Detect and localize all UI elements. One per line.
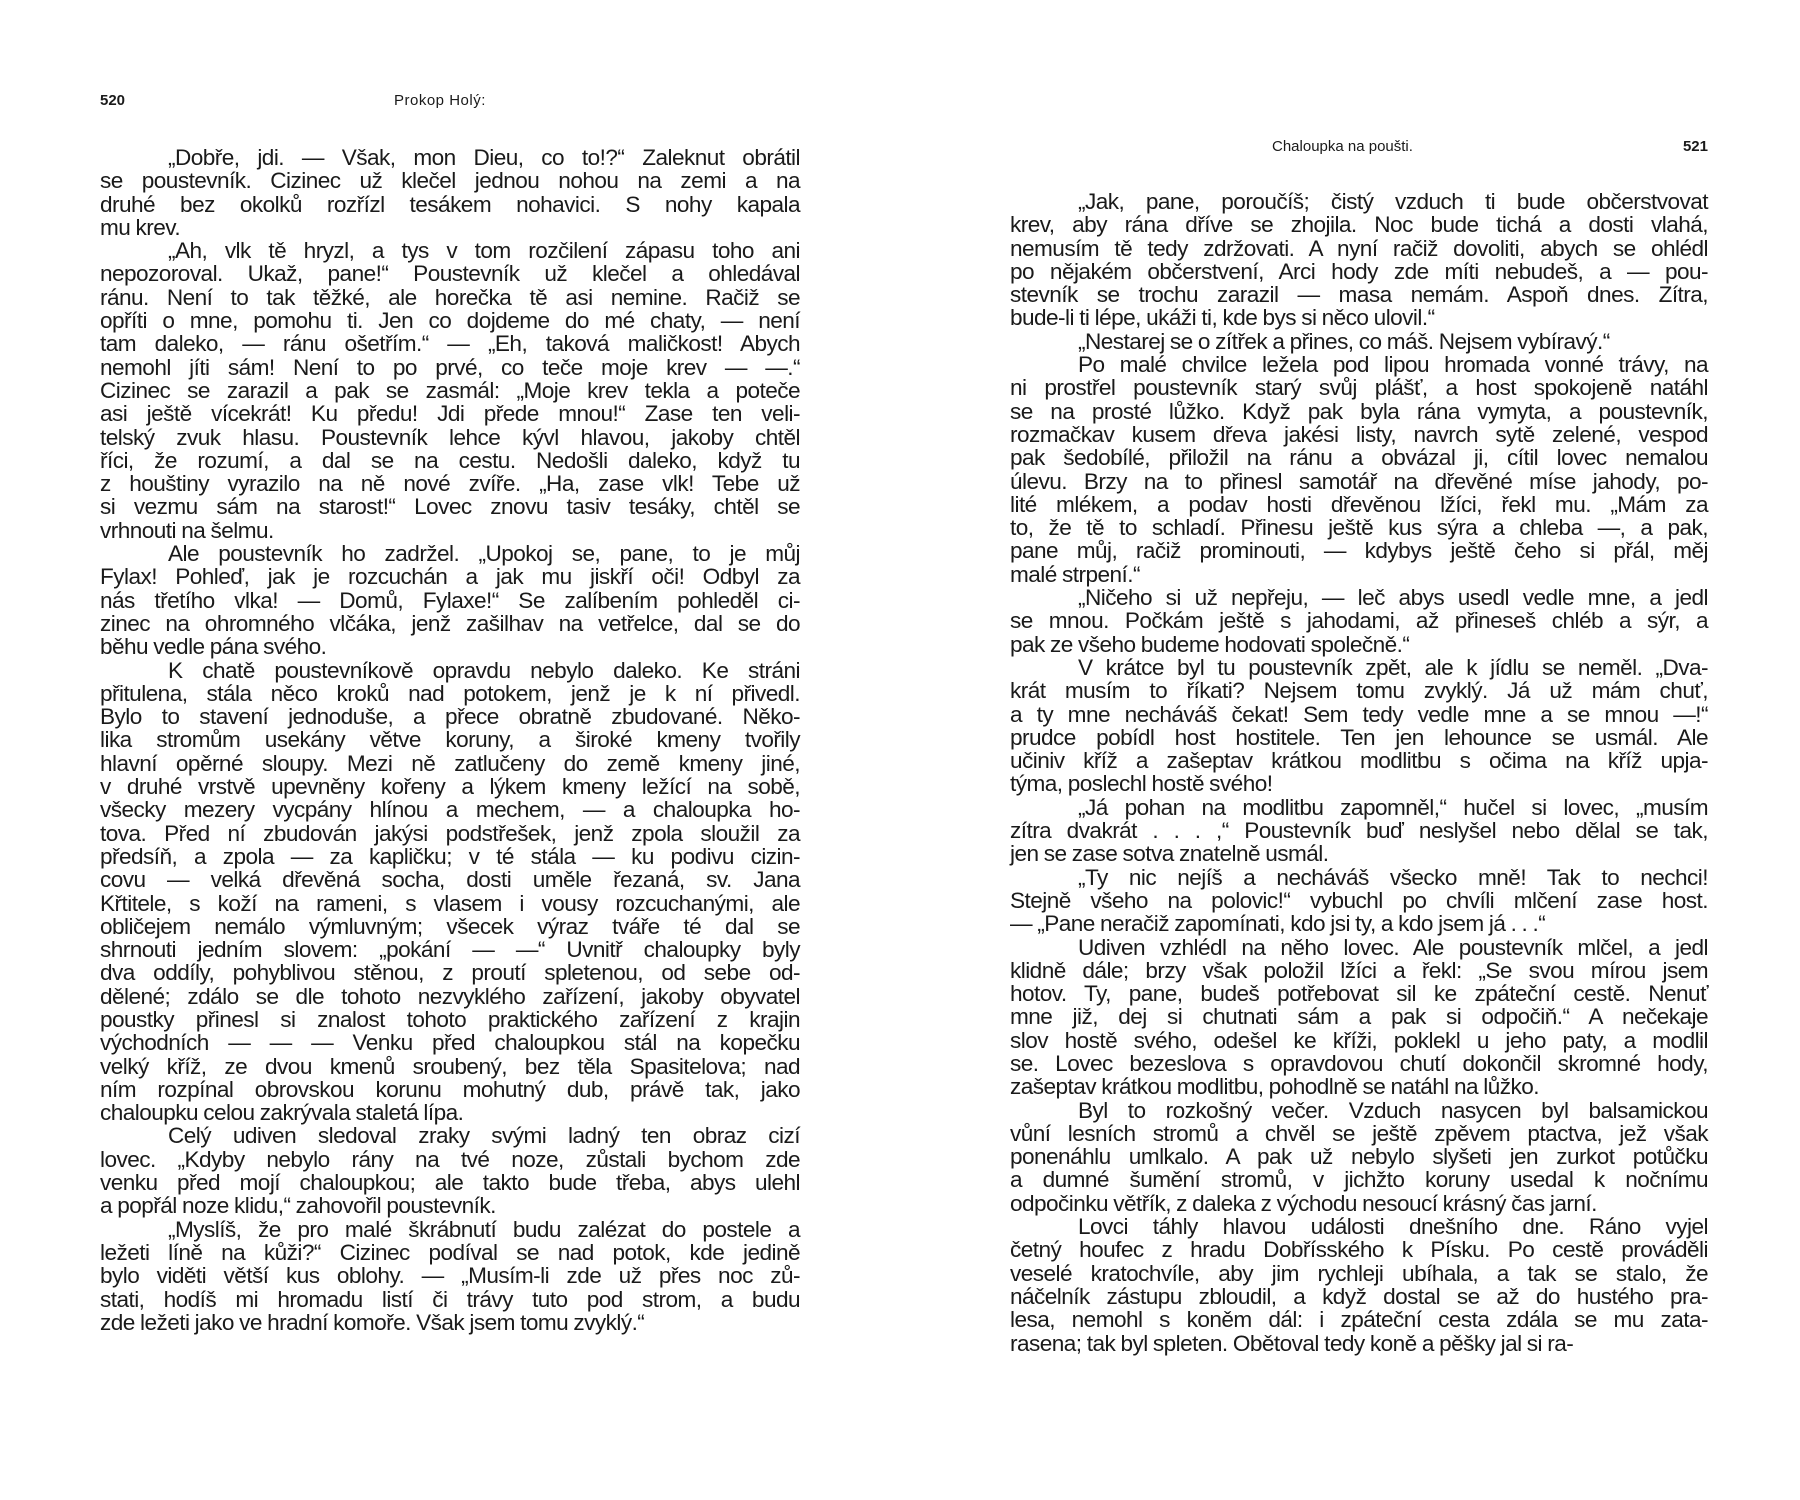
text-line: vůní lesních stromů a chvěl se ještě zpěvem ptactva, jež však — [1010, 1120, 1708, 1146]
paragraph — [1010, 656, 1708, 796]
text-line: týma, poslechl hostě svého! — [1010, 771, 1273, 797]
text-line: Ale poustevník ho zadržel. „Upokoj se, pane, to je můj — [168, 541, 800, 567]
text-line: ponenáhlu umlkalo. A pak už nebylo slyšeti jen zurkot potůčku — [1010, 1144, 1708, 1170]
paragraph — [1010, 1099, 1708, 1215]
text-line: obličejem nemálo výmluvným; všecek výraz tváře té dal se — [100, 913, 800, 939]
text-line: Udiven vzhlédl na něho lovec. Ale poustevník mlčel, a jedl — [1078, 934, 1708, 960]
text-line: odpočinku větřík, z daleka z východu nesoucí krásný čas jarní. — [1010, 1190, 1597, 1216]
text-line: krát musím to říkati? Nejsem tomu zvyklý. Já už mám chuť, — [1010, 678, 1708, 704]
text-line: bylo viděti větší kus oblohy. — „Musím-li zde už přes noc zů- — [100, 1263, 800, 1289]
text-line: učiniv kříž a zašeptav krátkou modlitbu s očima na kříž upja- — [1010, 748, 1708, 774]
text-line: východních — — — Venku před chaloupkou stál na kopečku — [100, 1030, 800, 1056]
text-line: V krátce byl tu poustevník zpět, ale k jídlu se neměl. „Dva- — [1078, 654, 1708, 680]
text-line: úlevu. Brzy na to přinesl samotář na dřevěné míse jahody, po- — [1010, 468, 1708, 494]
text-line: dělené; zdálo se dle tohoto nezvyklého zařízení, jakoby obyvatel — [100, 983, 800, 1009]
text-line: a ty mne necháváš čekat! Sem tedy vedle mne a se mnou —!“ — [1010, 701, 1708, 727]
text-line: hlavní opěrné sloupy. Mezi ně zatlučeny do země kmeny jiné, — [100, 750, 800, 776]
text-line: vrhnouti na šelmu. — [100, 517, 274, 543]
text-line: Lovci táhly hlavou události dnešního dne. Ráno vyjel — [1078, 1214, 1708, 1240]
text-line: hotov. Ty, pane, budeš potřebovat sil ke zpáteční cestě. Nenuť — [1010, 981, 1708, 1007]
text-line: všecky mezery vycpány hlínou a mechem, — a chaloupka ho- — [100, 797, 800, 823]
left-page — [100, 0, 800, 1500]
text-line: ni prostřel poustevník starý svůj plášť, a host spokojeně natáhl — [1010, 375, 1708, 401]
text-line: — „Pane neračiž zapomínati, kdo jsi ty, a kdo jsem já . . .“ — [1010, 911, 1546, 937]
text-line: rasena; tak byl spleten. Obětoval tedy koně a pěšky jal si ra- — [1010, 1330, 1574, 1356]
paragraph — [1010, 796, 1708, 866]
text-line: běhu vedle pána svého. — [100, 634, 327, 660]
text-line: se na prosté lůžko. Když pak byla rána vymyta, a poustevník, — [1010, 398, 1708, 424]
text-line: lité mlékem, a podav hosti dřevěnou lžíci, řekl mu. „Mám za — [1010, 491, 1708, 517]
left-running-head — [100, 92, 800, 112]
text-line: Bylo to stavení jednoduše, a přece obratně zbudované. Něko- — [100, 704, 800, 730]
text-line: četný houfec z hradu Dobřísského k Písku. Po cestě prováděli — [1010, 1237, 1708, 1263]
paragraph — [1010, 866, 1708, 936]
text-line: velký kříž, ze dvou kmenů sroubený, bez těla Spasitelova; nad — [100, 1053, 800, 1079]
text-line: rozmačkav kusem dřeva jakési listy, navrch sytě zelené, vespod — [1010, 421, 1708, 447]
text-line: nás třetího vlka! — Domů, Fylaxe!“ Se zalíbením pohleděl ci- — [100, 587, 800, 613]
text-line: mne již, dej si chutnati sám a pak si odpočiň.“ A nečekaje — [1010, 1004, 1708, 1030]
paragraph — [100, 1124, 800, 1217]
paragraph — [1010, 586, 1708, 656]
right-running-title: Chaloupka na poušti. — [1272, 138, 1413, 155]
text-line: lesa, nemohl s koněm dál: i zpáteční cesta zdála se mu zata- — [1010, 1307, 1708, 1333]
text-line: „Ničeho si už nepřeju, — leč abys usedl vedle mne, a jedl — [1078, 585, 1708, 611]
text-line: nemohl jíti sám! Není to po prvé, co teče moje krev — —.“ — [100, 354, 800, 380]
text-line: se mnou. Počkám ještě s jahodami, až přineseš chléb a sýr, a — [1010, 608, 1708, 634]
text-line: ránu. Není to tak těžké, ale horečka tě asi nemine. Račiž se — [100, 284, 800, 310]
left-running-title: Prokop Holý: — [394, 92, 486, 109]
paragraph — [1010, 353, 1708, 586]
text-line: po nějakém občerstvení, Arci hody zde míti nebudeš, a — pou- — [1010, 258, 1708, 284]
text-line: zašeptav krátkou modlitbu, pohodlně se natáhl na lůžko. — [1010, 1074, 1539, 1100]
paragraph — [1010, 190, 1708, 330]
paragraph — [100, 659, 800, 1125]
text-line: venku před mojí chaloupkou; ale takto bude třeba, abys ulehl — [100, 1170, 800, 1196]
text-line: Stejně všeho na polovic!“ vybuchl po chvíli mlčení zase host. — [1010, 887, 1708, 913]
text-line: zde ležeti jako ve hradní komoře. Však jsem tomu zvyklý.“ — [100, 1309, 645, 1335]
paragraph — [100, 239, 800, 542]
paragraph — [1010, 936, 1708, 1099]
text-line: poustky přinesl si znalost tohoto praktického zařízení z krajin — [100, 1006, 800, 1032]
right-page-number: 521 — [1682, 138, 1708, 155]
text-line: a dumné šumění stromů, v jichžto koruny usedal k nočnímu — [1010, 1167, 1708, 1193]
text-line: „Nestarej se o zítřek a přines, co máš. Nejsem vybíravý.“ — [1078, 328, 1610, 354]
text-line: stevník se trochu zarazil — masa nemám. Aspoň dnes. Zítra, — [1010, 282, 1708, 308]
text-line: Byl to rozkošný večer. Vzduch nasycen byl balsamickou — [1078, 1097, 1708, 1123]
text-line: dva oddíly, pohyblivou stěnou, z proutí spletenou, od sebe od- — [100, 960, 800, 986]
text-line: lika stromům usekány větve koruny, a široké kmeny tvořily — [100, 727, 800, 753]
text-line: covu — velká dřevěná socha, dosti uměle řezaná, sv. Jana — [100, 867, 800, 893]
text-line: lovec. „Kdyby nebylo rány na tvé noze, zůstali bychom zde — [100, 1146, 800, 1172]
text-line: Křtitele, s koží na rameni, s vlasem i vousy rozcuchanými, ale — [100, 890, 800, 916]
text-line: zinec na ohromného vlčáka, jenž zašilhav na vetřelce, dal se do — [100, 610, 800, 636]
text-line: v druhé vrstvě upevněny kořeny a lýkem kmeny ležící na sobě, — [100, 774, 800, 800]
text-line: slov hostě svého, odešel ke kříži, poklekl u jeho paty, a modlil — [1010, 1027, 1708, 1053]
text-line: veselé kratochvíle, aby jim rychleji ubíhala, a tak se stalo, že — [1010, 1260, 1708, 1286]
right-text-block — [1010, 190, 1708, 1355]
text-line: z houštiny vyrazilo na ně nové zvíře. „Ha, zase vlk! Tebe už — [100, 471, 800, 497]
left-page-number: 520 — [100, 92, 126, 109]
text-line: „Jak, pane, poroučíš; čistý vzduch ti bude občerstvovat — [1078, 189, 1708, 214]
text-line: chaloupku celou zakrývala staletá lípa. — [100, 1100, 464, 1126]
text-line: pak ze všeho budeme hodovati společně.“ — [1010, 631, 1410, 657]
right-page — [1010, 0, 1708, 1500]
text-line: Fylax! Pohleď, jak je rozcuchán a jak mu jiskří oči! Odbyl za — [100, 564, 800, 590]
text-line: a popřál noze klidu,“ zahovořil poustevník. — [100, 1193, 496, 1219]
paragraph — [100, 1218, 800, 1334]
text-line: druhé bez okolků rozřízl tesákem nohavici. S nohy kapala — [100, 191, 800, 217]
text-line: ním rozpínal obrovskou korunu mohutný dub, právě tak, jako — [100, 1076, 800, 1102]
text-line: pak šedobílé, přiložil na ránu a obvázal ji, cítil lovec nemalou — [1010, 445, 1708, 471]
paragraph — [100, 542, 800, 658]
text-line: se. Lovec bezeslova s opravdovou chutí dokončil skromné hody, — [1010, 1050, 1708, 1076]
paragraph — [1010, 330, 1708, 353]
paragraph — [100, 146, 800, 239]
text-line: asi ještě vícekrát! Ku předu! Jdi přede mnou!“ Zase ten veli- — [100, 401, 800, 427]
text-line: „Já pohan na modlitbu zapomněl,“ hučel si lovec, „musím — [1078, 794, 1708, 820]
text-line: nepozoroval. Ukaž, pane!“ Poustevník už klečel a ohledával — [100, 261, 800, 287]
text-line: stati, hodíš mi hromadu listí či trávy tuto pod strom, a budu — [100, 1286, 800, 1312]
right-running-head — [1010, 138, 1708, 158]
text-line: zítra dvakrát . . . ,“ Poustevník buď neslyšel nebo dělal se tak, — [1010, 818, 1708, 844]
text-line: Celý udiven sledoval zraky svými ladný ten obraz cizí — [168, 1123, 800, 1149]
text-line: shrnouti jedním slovem: „pokání — —“ Uvnitř chaloupky byly — [100, 937, 800, 963]
text-line: telský zvuk hlasu. Poustevník lehce kývl hlavou, jakoby chtěl — [100, 424, 800, 450]
text-line: mu krev. — [100, 214, 181, 240]
text-line: říci, že rozumí, a dal se na cestu. Nedošli daleko, když tu — [100, 447, 800, 473]
text-line: malé strpení.“ — [1010, 561, 1140, 587]
text-line: klidně dále; brzy však položil lžíci a řekl: „Se svou mírou jsem — [1010, 957, 1708, 983]
text-line: tam daleko, — ránu ošetřím.“ — „Eh, taková maličkost! Abych — [100, 331, 800, 357]
text-line: opříti o mne, pomohu ti. Jen co dojdeme do mé chaty, — není — [100, 308, 800, 334]
text-line: „Ty nic nejíš a necháváš všecko mně! Tak to nechci! — [1078, 864, 1708, 890]
text-line: tova. Před ní zbudován jakýsi podstřešek, jenž zpola sloužil za — [100, 820, 800, 846]
text-line: Cizinec se zarazil a pak se zasmál: „Moje krev tekla a poteče — [100, 377, 800, 403]
text-line: Po malé chvilce ležela pod lipou hromada vonné trávy, na — [1078, 352, 1708, 378]
text-line: prudce pobídl host hostitele. Ten jen lehounce se usmál. Ale — [1010, 724, 1708, 750]
text-line: si vezmu sám na starost!“ Lovec znovu tasiv tesáky, chtěl se — [100, 494, 800, 520]
text-line: „Dobře, jdi. — Však, mon Dieu, co to!?“ Zaleknut obrátil — [168, 145, 800, 170]
text-line: „Myslíš, že pro malé škrábnutí budu zalézat do postele a — [168, 1216, 800, 1242]
left-text-block — [100, 146, 800, 1334]
text-line: předsíň, a zpola — za kapličku; v té stála — ku podivu cizin- — [100, 843, 800, 869]
text-line: bude-li ti lépe, ukáži ti, kde bys si něco ulovil.“ — [1010, 305, 1435, 331]
paragraph — [1010, 1215, 1708, 1355]
text-line: nemusím tě tedy zdržovati. A nyní račiž dovoliti, abych se ohlédl — [1010, 235, 1708, 261]
text-line: to, že tě to schladí. Přinesu ještě kus sýra a chleba —, a pak, — [1010, 515, 1708, 541]
text-line: krev, aby rána dříve se zhojila. Noc bude tichá a dosti vlahá, — [1010, 212, 1708, 238]
text-line: náčelník zástupu zbloudil, a když dostal se až do hustého pra- — [1010, 1283, 1708, 1309]
text-line: „Ah, vlk tě hryzl, a tys v tom rozčilení zápasu toho ani — [168, 238, 800, 264]
text-line: jen se zase sotva znatelně usmál. — [1010, 841, 1329, 867]
text-line: se poustevník. Cizinec už klečel jednou nohou na zemi a na — [100, 168, 800, 194]
text-line: pane můj, račiž prominouti, — kdybys ještě čeho si přál, měj — [1010, 538, 1708, 564]
text-line: přitulena, stála něco kroků nad potokem, jenž je k ní přivedl. — [100, 680, 800, 706]
text-line: K chatě poustevníkově opravdu nebylo daleko. Ke stráni — [168, 657, 800, 683]
text-line: ležeti líně na kůži?“ Cizinec podíval se nad potok, kde jedině — [100, 1239, 800, 1265]
